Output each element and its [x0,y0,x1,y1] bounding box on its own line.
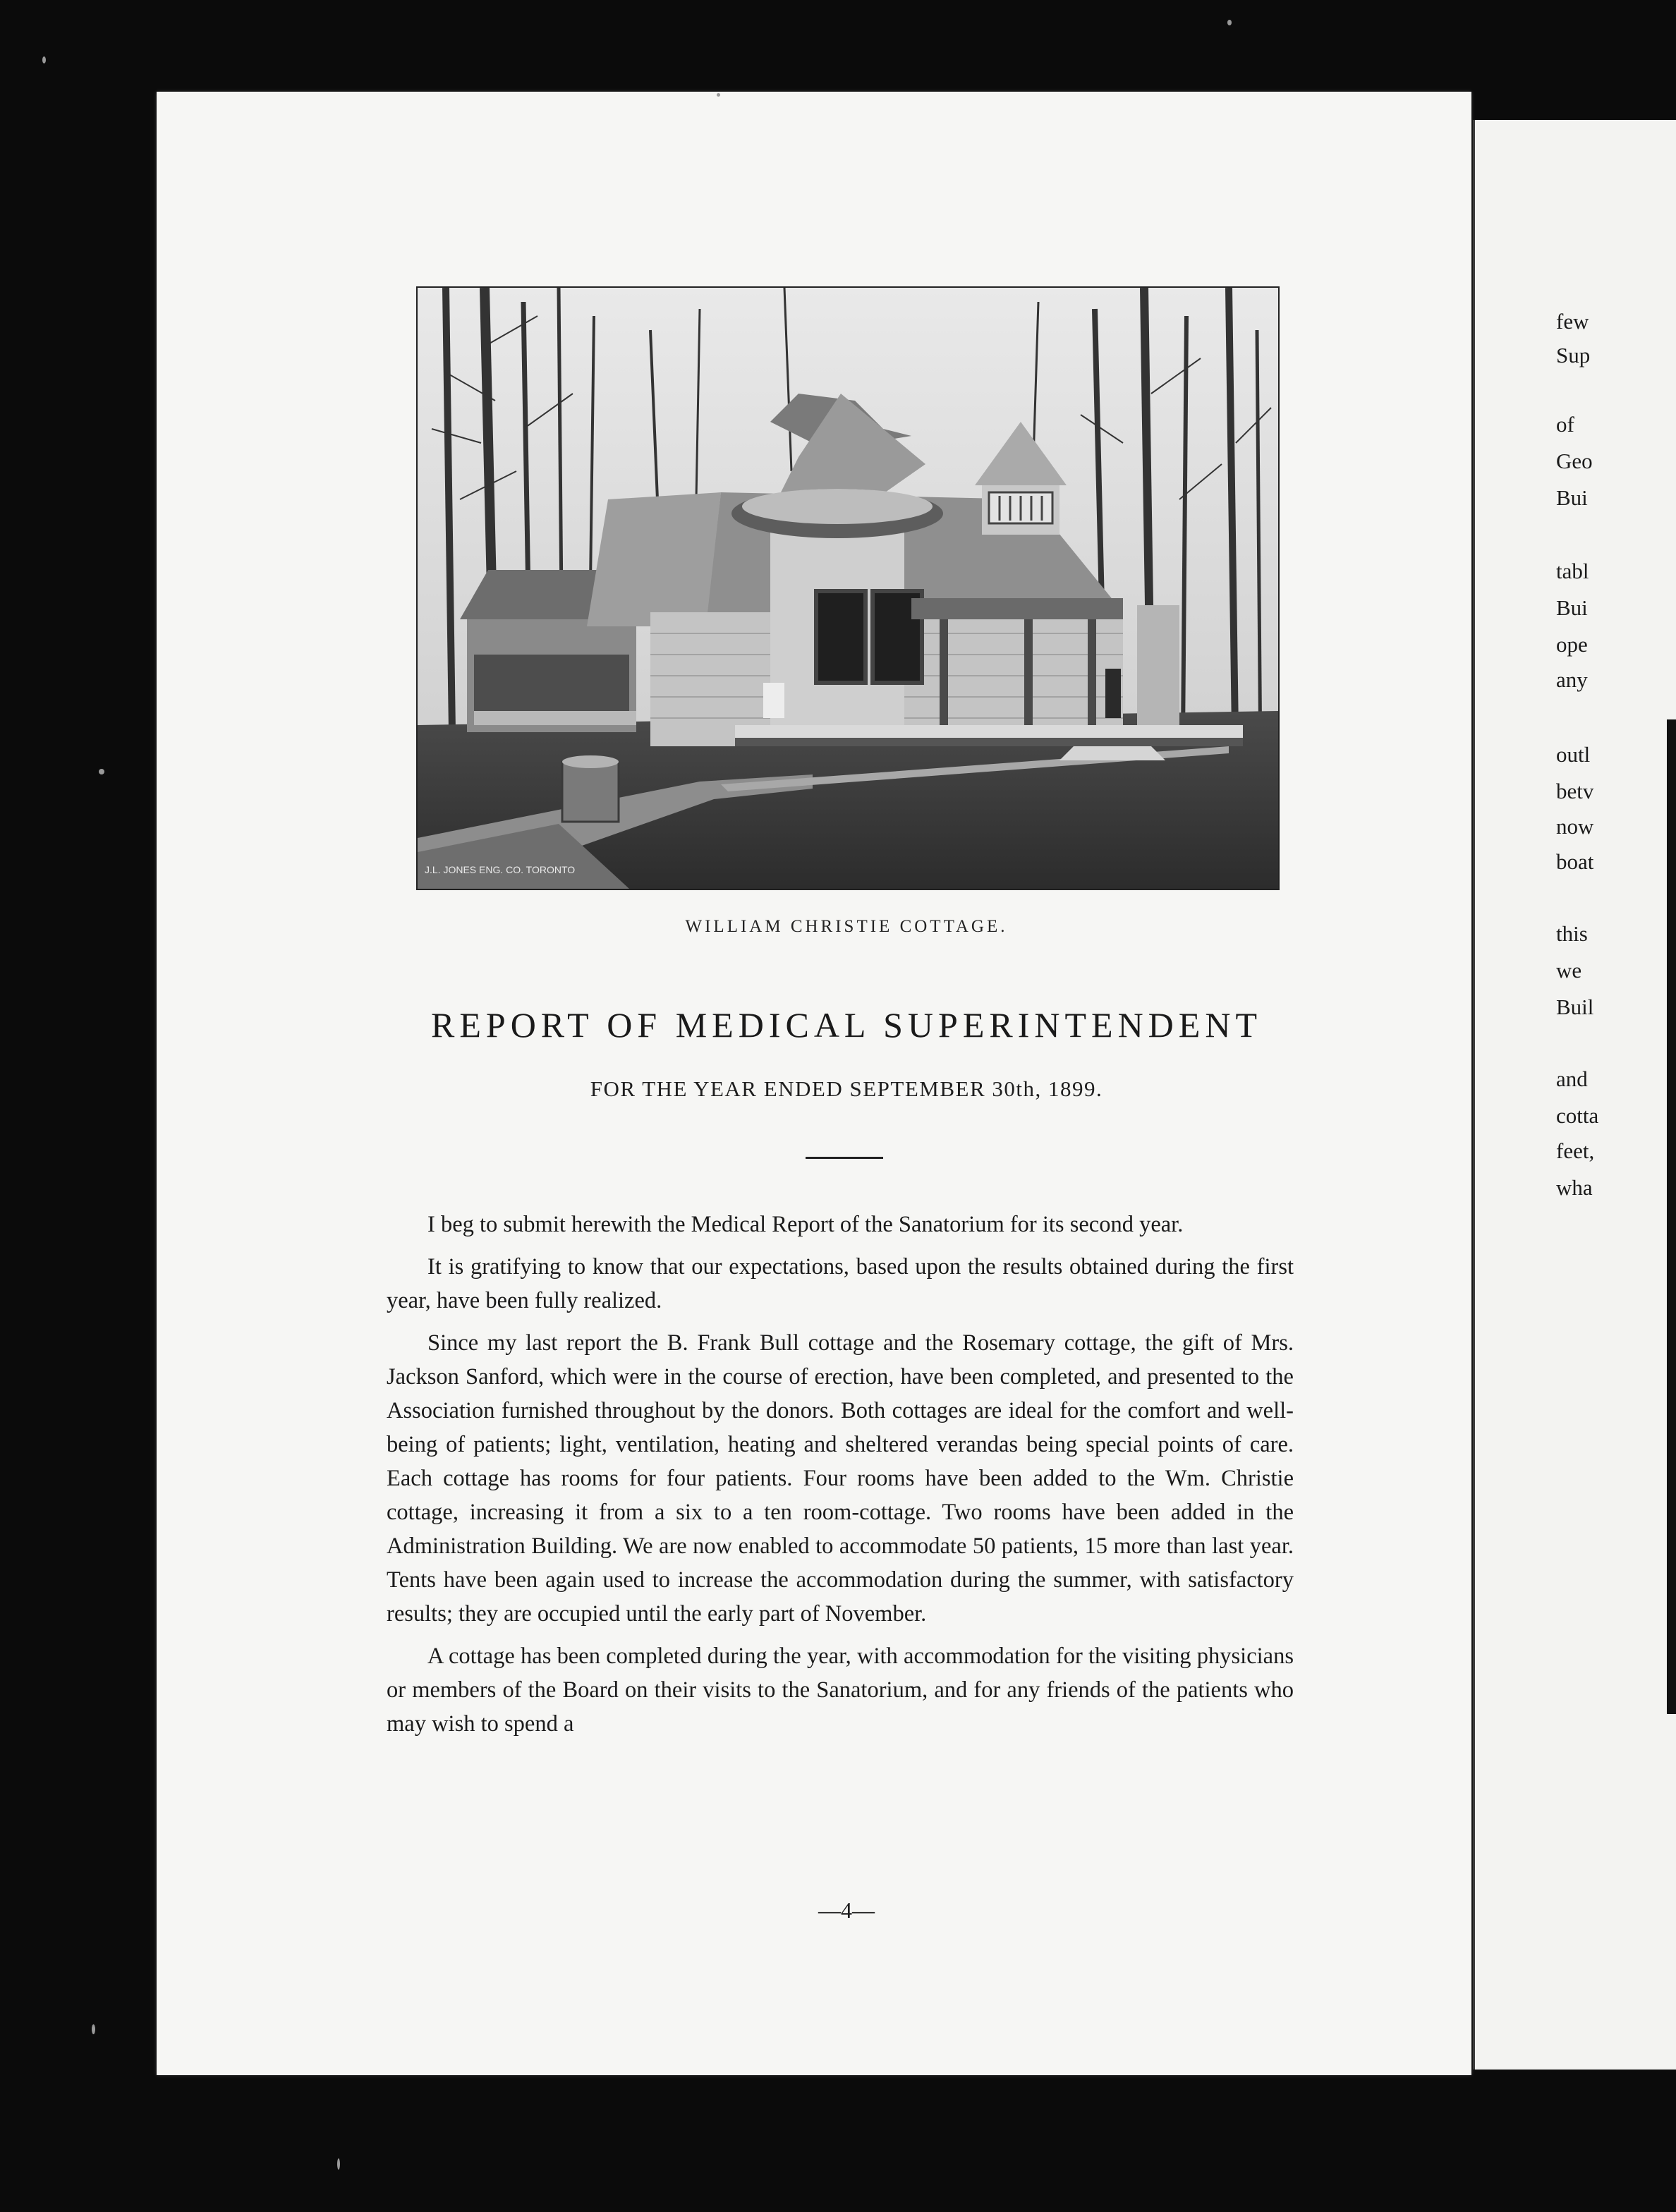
facing-fragment: and [1556,1066,1588,1091]
section-divider [806,1157,883,1159]
facing-fragment: Bui [1556,485,1588,510]
photo-caption: WILLIAM CHRISTIE COTTAGE. [685,917,1008,936]
facing-fragment: outl [1556,742,1591,767]
dust-speck [99,769,104,774]
report-title: REPORT OF MEDICAL SUPERINTENDENT [431,1005,1262,1045]
facing-fragment: ope [1556,632,1588,657]
facing-fragment: boat [1556,849,1594,874]
facing-fragment: Buil [1556,995,1594,1019]
photographer-mark: J.L. JONES ENG. CO. TORONTO [425,864,576,875]
report-subtitle: FOR THE YEAR ENDED SEPTEMBER 30th, 1899. [590,1076,1103,1101]
facing-fragment: few [1556,309,1589,334]
dust-speck [92,2024,95,2034]
facing-fragment: of [1556,412,1574,437]
paragraph: A cottage has been completed during the year, with accommodation for the visiting physicians or members of the Board on their visits to the Sanatorium, and for any friends of the patients who may wish to spend a [387,1643,1294,1737]
paragraph: Since my last report the B. Frank Bull cottage and the Rosemary cottage, the gift of Mrs. Jackson Sanford, which were in the course of erection, have been completed, and presented to the Association furnished throughout by the donors. Both cottages are ideal for the comfort and well-being of patients; light, ventilation, heating and sheltered verandas being special points of care. Each cottage has rooms for four patients. Four rooms have been added to the Wm. Christie cottage, increasing it from a six to a ten room-cottage. Two rooms have been added in the Administration Building. We are now enabled to accommodate 50 patients, 15 more than last year. Tents have been again used to increase the accommodation during the summer, with satisfactory results; they are occupied until the early part of November. [387,1330,1294,1627]
page-number: —4— [818,1897,875,1923]
dust-speck [1227,20,1232,25]
facing-fragment: we [1556,958,1582,983]
facing-fragment: now [1556,814,1594,839]
paragraph: I beg to submit herewith the Medical Report of the Sanatorium for its second year. [427,1212,1184,1237]
facing-fragment: Geo [1556,449,1593,473]
facing-fragment: Sup [1556,343,1591,367]
facing-fragment: wha [1556,1175,1593,1200]
facing-fragment: cotta [1556,1103,1599,1128]
facing-fragment: tabl [1556,559,1589,583]
facing-fragment: Bui [1556,595,1588,620]
facing-fragment: any [1556,667,1588,692]
paragraph: It is gratifying to know that our expectations, based upon the results obtained during the first year, have been fully realized. [387,1254,1294,1313]
dust-speck [42,56,46,63]
facing-page-edge [1667,719,1676,1714]
dust-speck [717,93,720,97]
report-body [387,1208,1294,1749]
facing-fragment: this [1556,921,1588,946]
dust-speck [337,2158,340,2170]
facing-fragment: feet, [1556,1138,1595,1163]
cottage-photograph [416,286,1280,890]
facing-fragment: betv [1556,779,1594,803]
